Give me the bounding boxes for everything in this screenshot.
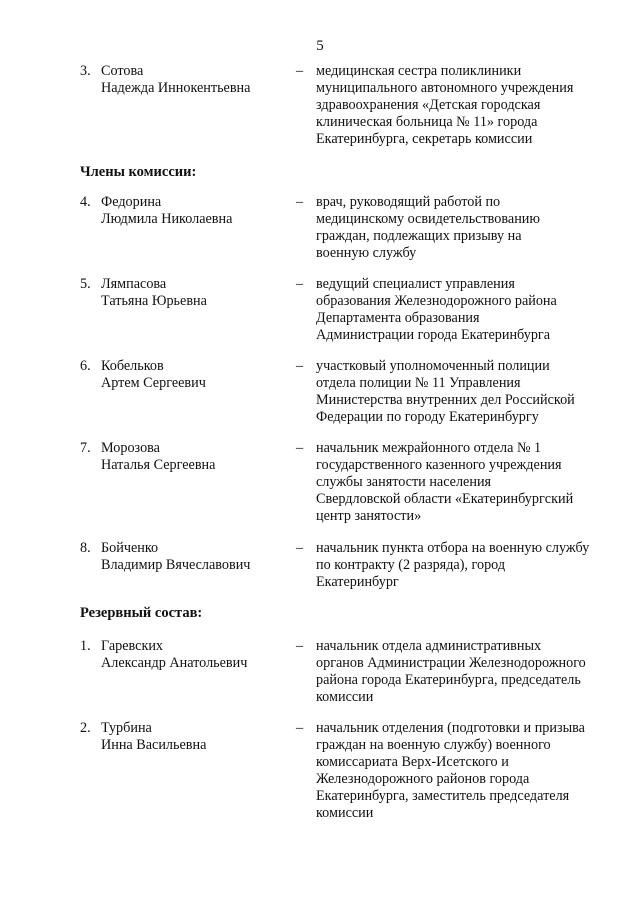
description-line: клиническая больница № 11» города (316, 114, 538, 130)
description-line: района города Екатеринбурга, председатель (316, 672, 581, 688)
position-description (316, 358, 616, 426)
description-line: по контракту (2 разряда), город (316, 557, 506, 573)
item-number: 3. (80, 63, 91, 79)
description-line: участковый уполномоченный полиции (316, 358, 550, 374)
description-line: государственного казенного учреждения (316, 457, 562, 473)
given-names: Надежда Иннокентьевна (101, 80, 251, 96)
person-name (101, 440, 291, 474)
description-line: Екатеринбурга, секретарь комиссии (316, 131, 533, 147)
description-line: военную службу (316, 245, 417, 261)
person-name (101, 63, 291, 97)
surname: Морозова (101, 440, 160, 456)
dash-separator: – (296, 63, 304, 79)
description-line: муниципального автономного учреждения (316, 80, 574, 96)
description-line: медицинская сестра поликлиники (316, 63, 522, 79)
given-names: Владимир Вячеславович (101, 557, 251, 573)
description-line: начальник отдела административных (316, 638, 542, 654)
page-number: 5 (316, 38, 324, 54)
given-names: Людмила Николаевна (101, 211, 233, 227)
description-line: Администрации города Екатеринбурга (316, 327, 551, 343)
position-description (316, 194, 616, 262)
dash-separator: – (296, 638, 304, 654)
surname: Кобельков (101, 358, 164, 374)
position-description (316, 440, 616, 525)
description-line: образования Железнодорожного района (316, 293, 557, 309)
description-line: Федерации по городу Екатеринбургу (316, 409, 539, 425)
description-line: комиссии (316, 689, 374, 705)
given-names: Артем Сергеевич (101, 375, 206, 391)
surname: Бойченко (101, 540, 159, 556)
position-description (316, 638, 616, 706)
position-description (316, 63, 616, 148)
description-line: начальник пункта отбора на военную службу (316, 540, 590, 556)
position-description (316, 276, 616, 344)
person-name (101, 540, 291, 574)
given-names: Александр Анатольевич (101, 655, 248, 671)
description-line: медицинскому освидетельствованию (316, 211, 540, 227)
surname: Лямпасова (101, 276, 167, 292)
description-line: Свердловской области «Екатеринбургский (316, 491, 574, 507)
description-line: начальник межрайонного отдела № 1 (316, 440, 542, 456)
item-number: 4. (80, 194, 91, 210)
given-names: Татьяна Юрьевна (101, 293, 207, 309)
description-line: начальник отделения (подготовки и призыва (316, 720, 585, 736)
surname: Сотова (101, 63, 144, 79)
dash-separator: – (296, 276, 304, 292)
description-line: Департамента образования (316, 310, 480, 326)
surname: Турбина (101, 720, 152, 736)
person-name (101, 638, 291, 672)
given-names: Инна Васильевна (101, 737, 207, 753)
item-number: 5. (80, 276, 91, 292)
position-description (316, 540, 616, 591)
description-line: граждан, подлежащих призыву на (316, 228, 522, 244)
dash-separator: – (296, 720, 304, 736)
dash-separator: – (296, 540, 304, 556)
person-name (101, 276, 291, 310)
position-description (316, 720, 616, 822)
item-number: 6. (80, 358, 91, 374)
item-number: 2. (80, 720, 91, 736)
dash-separator: – (296, 358, 304, 374)
description-line: комиссариата Верх-Исетского и (316, 754, 509, 770)
description-line: врач, руководящий работой по (316, 194, 501, 210)
description-line: органов Администрации Железнодорожного (316, 655, 586, 671)
description-line: ведущий специалист управления (316, 276, 515, 292)
dash-separator: – (296, 194, 304, 210)
surname: Гаревских (101, 638, 164, 654)
person-name (101, 720, 291, 754)
description-line: граждан на военную службу) военного (316, 737, 551, 753)
description-line: Железнодорожного районов города (316, 771, 530, 787)
description-line: Екатеринбург (316, 574, 399, 590)
description-line: отдела полиции № 11 Управления (316, 375, 521, 391)
item-number: 8. (80, 540, 91, 556)
description-line: Министерства внутренних дел Российской (316, 392, 575, 408)
surname: Федорина (101, 194, 162, 210)
given-names: Наталья Сергеевна (101, 457, 216, 473)
item-number: 1. (80, 638, 91, 654)
section-heading-reserve: Резервный состав: (80, 605, 203, 621)
person-name (101, 194, 291, 228)
person-name (101, 358, 291, 392)
description-line: комиссии (316, 805, 374, 821)
section-heading-members: Члены комиссии: (80, 164, 197, 180)
description-line: службы занятости населения (316, 474, 492, 490)
description-line: Екатеринбурга, заместитель председателя (316, 788, 570, 804)
description-line: центр занятости» (316, 508, 422, 524)
item-number: 7. (80, 440, 91, 456)
description-line: здравоохранения «Детская городская (316, 97, 541, 113)
dash-separator: – (296, 440, 304, 456)
